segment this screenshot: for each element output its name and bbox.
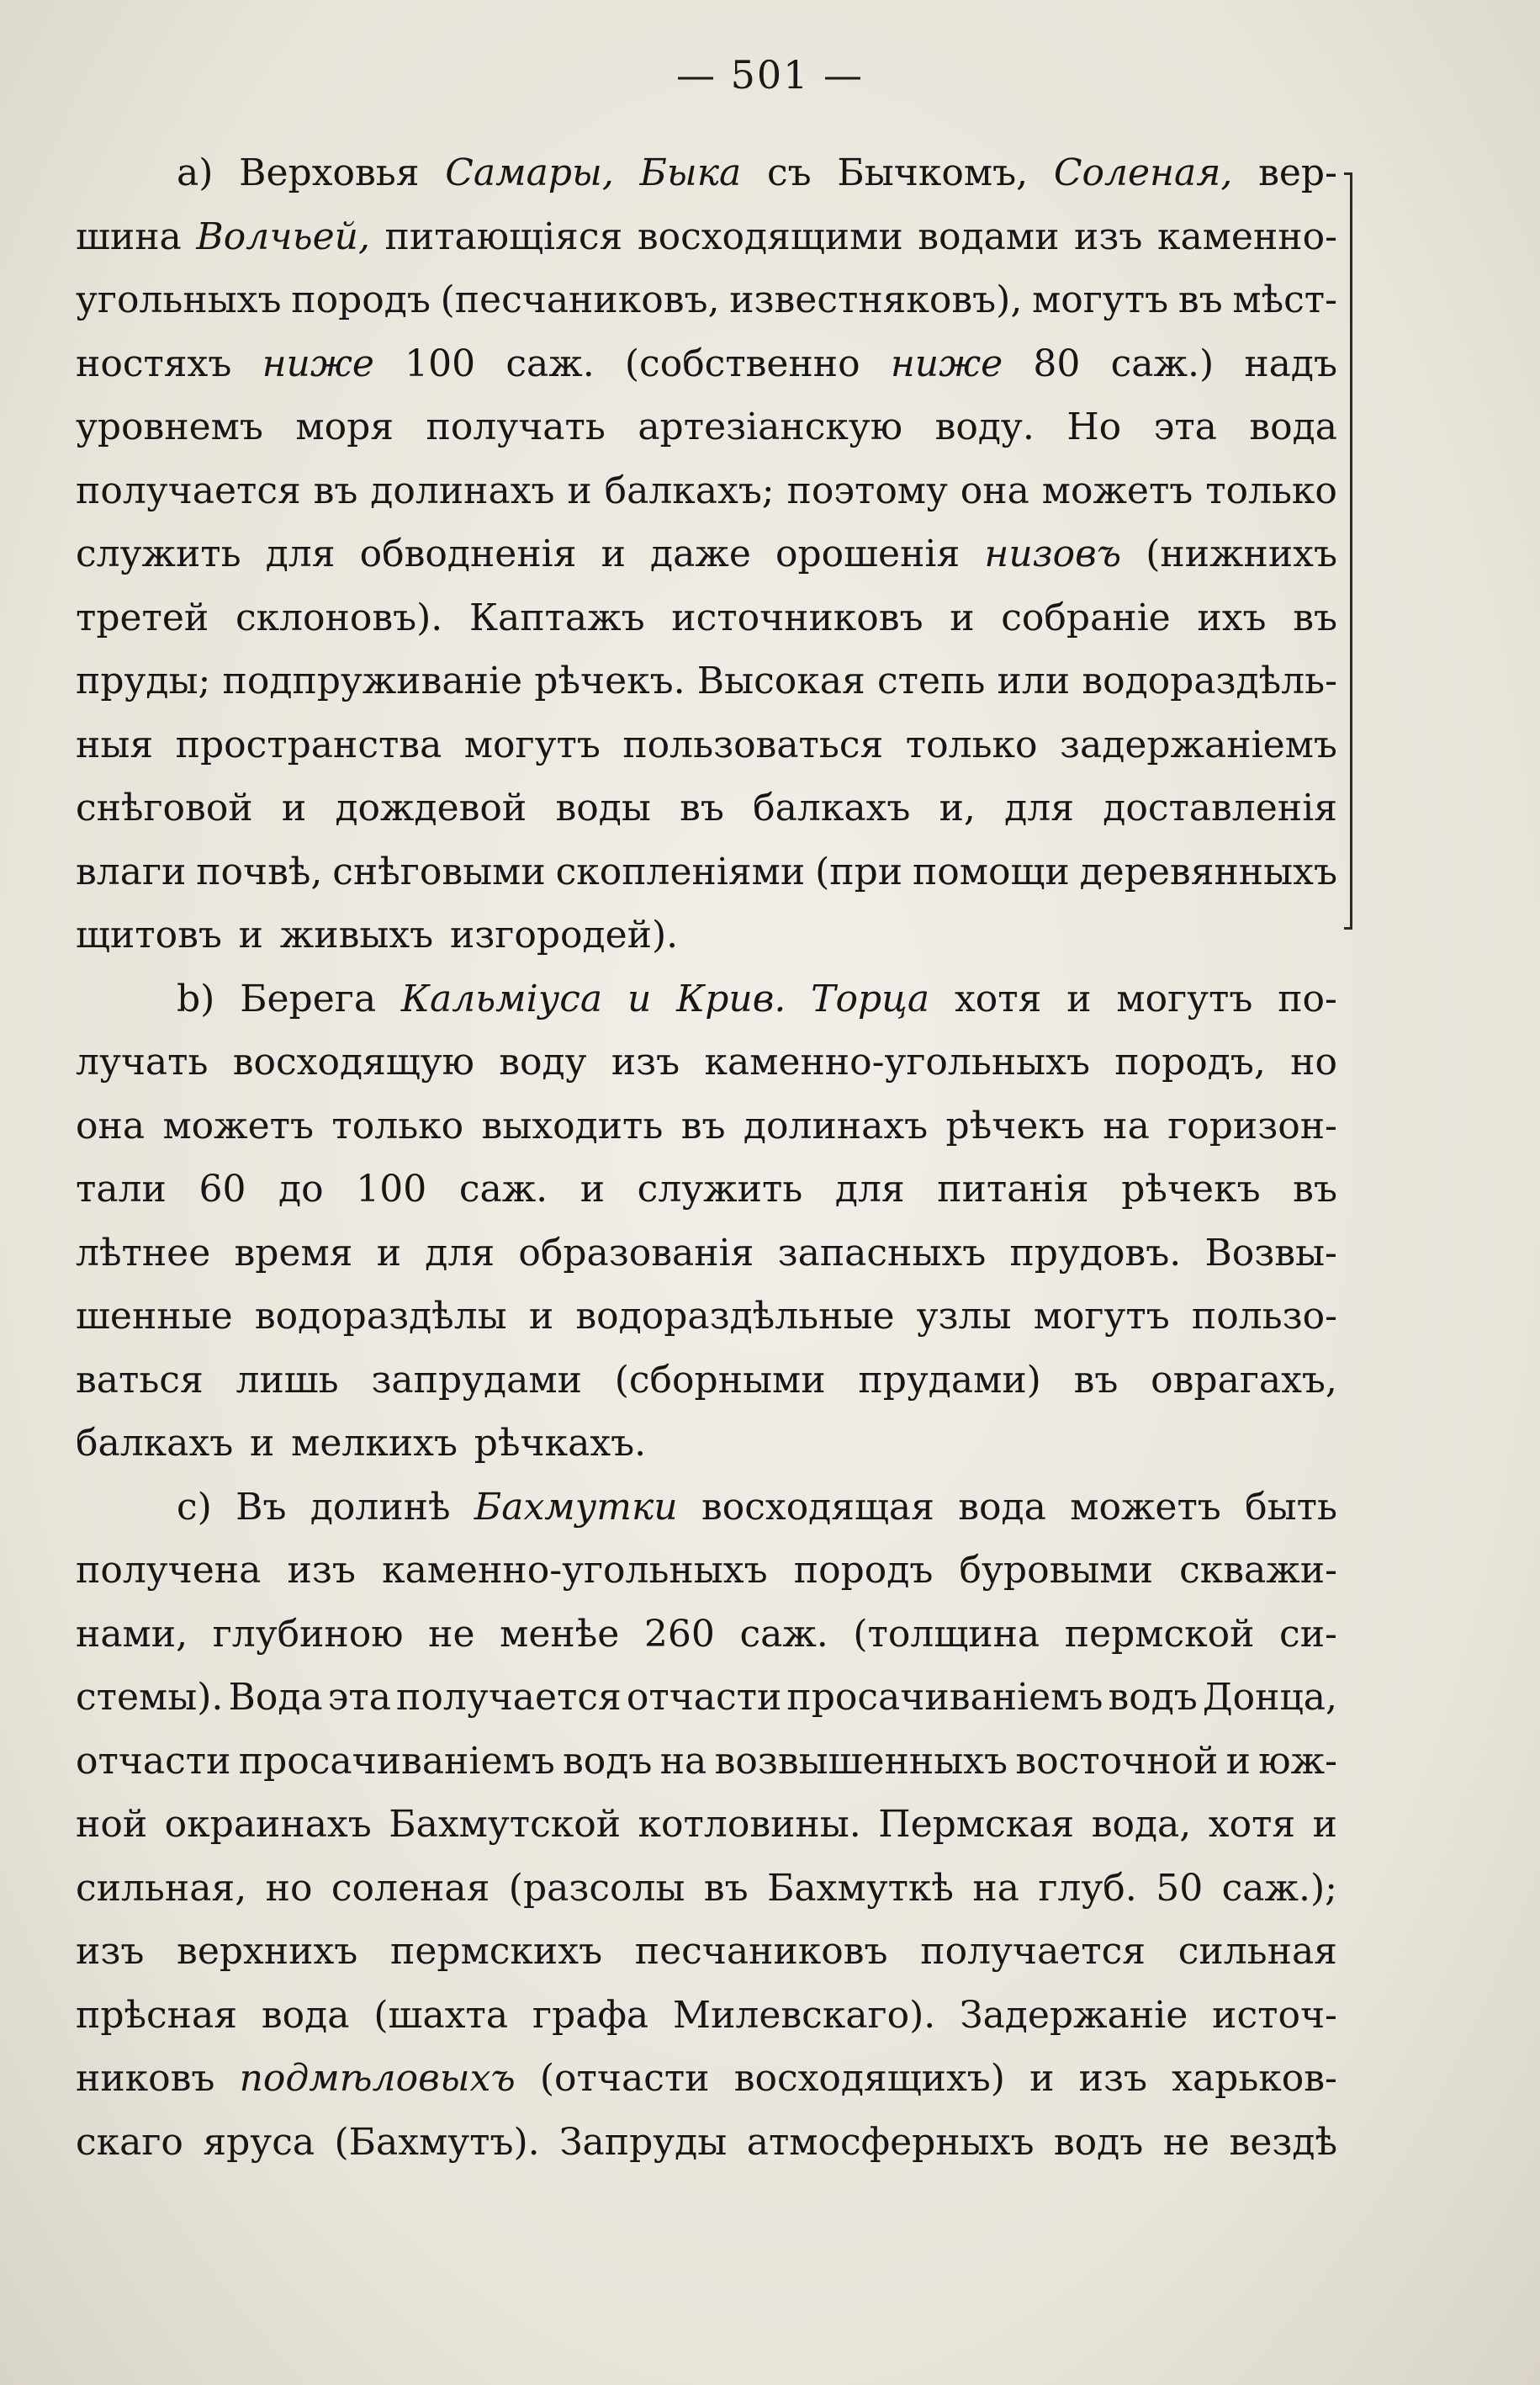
word: тали xyxy=(76,1168,167,1211)
word: водъ xyxy=(1108,1676,1198,1719)
text-line xyxy=(76,1740,1337,1799)
word: и xyxy=(281,787,307,829)
word: глуб. xyxy=(1038,1866,1137,1910)
word: она xyxy=(76,1104,146,1147)
word: саж. xyxy=(505,342,595,385)
text-line xyxy=(76,278,1337,337)
word: Быка xyxy=(639,151,742,194)
word: рѣчекъ xyxy=(1121,1168,1261,1211)
word: поэтому xyxy=(786,469,948,512)
word: нами, xyxy=(76,1612,188,1656)
word: и xyxy=(1312,1803,1337,1846)
word: получается xyxy=(920,1930,1146,1973)
word: соленая xyxy=(331,1866,490,1910)
word: угольныхъ xyxy=(76,278,282,321)
word: вода xyxy=(958,1485,1046,1529)
text-line xyxy=(76,1041,1337,1100)
word: Запруды xyxy=(559,2120,728,2164)
word: до xyxy=(278,1168,324,1211)
text-line xyxy=(76,1549,1337,1608)
word: и xyxy=(376,1231,402,1275)
word: время xyxy=(234,1231,353,1275)
word: и xyxy=(1225,1739,1251,1783)
word: долинахъ xyxy=(743,1104,929,1147)
word: водъ xyxy=(563,1739,653,1783)
word: изъ xyxy=(611,1041,680,1084)
word: атмосферныхъ xyxy=(746,2120,1035,2164)
word: возвышенныхъ xyxy=(714,1739,1008,1783)
word: Пермская xyxy=(878,1803,1075,1846)
word: 80 xyxy=(1033,342,1081,385)
word: Донца, xyxy=(1202,1676,1337,1719)
word: источ- xyxy=(1212,1993,1337,2037)
text-line xyxy=(76,2057,1337,2116)
word: для xyxy=(1004,787,1074,829)
word: узлы xyxy=(916,1295,1012,1338)
word: склоновъ). xyxy=(235,596,443,639)
word: балкахъ xyxy=(753,787,911,829)
word: уровнемъ xyxy=(76,405,263,448)
word: получается xyxy=(76,469,301,512)
word: надъ xyxy=(1244,342,1337,385)
text-line xyxy=(76,1486,1337,1545)
word: только xyxy=(331,1104,464,1147)
word: сильная xyxy=(1177,1930,1337,1973)
word: Высокая xyxy=(696,660,865,702)
word: эта xyxy=(1153,405,1217,448)
word: лишь xyxy=(235,1358,339,1402)
word: могутъ xyxy=(1116,977,1253,1020)
word: прудами) xyxy=(858,1358,1041,1402)
word: сильная, xyxy=(76,1866,247,1910)
word: изъ xyxy=(1074,215,1143,258)
word: ваться xyxy=(76,1358,204,1402)
word: просачиваніемъ xyxy=(238,1739,555,1783)
word: и xyxy=(1066,977,1092,1020)
text-line xyxy=(76,215,1337,274)
word: си- xyxy=(1279,1612,1337,1656)
word: ностяхъ xyxy=(76,342,232,385)
word: хотя xyxy=(954,977,1042,1020)
word: Самары, xyxy=(445,151,614,194)
word: и xyxy=(567,469,592,512)
word: 50 xyxy=(1156,1866,1204,1910)
word: Бахмутки xyxy=(474,1485,678,1529)
word: эта xyxy=(327,1676,391,1719)
word: и, xyxy=(939,787,976,829)
word: степь xyxy=(876,660,986,702)
word: моря xyxy=(295,405,394,448)
word: вода, xyxy=(1091,1803,1192,1846)
word: мѣст- xyxy=(1232,278,1337,321)
word: питающіяся xyxy=(384,215,623,258)
word: запасныхъ xyxy=(777,1231,987,1275)
word: источниковъ xyxy=(671,596,923,639)
word: только xyxy=(1205,469,1337,512)
word: рѣчекъ xyxy=(945,1104,1085,1147)
word: водораздѣльные xyxy=(575,1295,895,1338)
word: a) xyxy=(177,151,214,194)
word: шенные xyxy=(76,1295,233,1338)
text-line xyxy=(76,1168,1337,1227)
word: восходящая xyxy=(701,1485,934,1529)
word: выходить xyxy=(481,1104,664,1147)
word: на xyxy=(1103,1104,1150,1147)
word: и xyxy=(627,977,652,1020)
margin-bracket-mark xyxy=(1340,172,1352,930)
word: на xyxy=(659,1739,707,1783)
word: низовъ xyxy=(984,533,1122,575)
text-line xyxy=(76,405,1337,464)
word: снѣговой xyxy=(76,787,253,829)
word: вер- xyxy=(1258,151,1337,194)
word: восходящую xyxy=(232,1041,474,1084)
word: b) xyxy=(177,977,215,1020)
text-line xyxy=(76,1930,1337,1989)
word: не xyxy=(428,1612,475,1656)
word: въ xyxy=(703,1866,749,1910)
word: верхнихъ xyxy=(177,1930,358,1973)
word: по- xyxy=(1278,977,1337,1020)
word: прѣсная xyxy=(76,1993,237,2037)
word: балкахъ; xyxy=(604,469,775,512)
word: Бахмутской xyxy=(389,1803,622,1846)
word: отчасти xyxy=(76,1739,231,1783)
word: c) xyxy=(177,1485,212,1529)
word: воду. xyxy=(934,405,1035,448)
word: въ xyxy=(1293,1168,1337,1211)
word: песчаниковъ xyxy=(634,1930,888,1973)
word: каменно-угольныхъ xyxy=(704,1041,1090,1084)
word: ниже xyxy=(890,342,1003,385)
word: въ xyxy=(680,1104,726,1147)
word: получается xyxy=(396,1676,622,1719)
word: только xyxy=(905,723,1038,766)
word: ихъ xyxy=(1197,596,1267,639)
word: (нижнихъ xyxy=(1146,533,1337,575)
text-line xyxy=(76,1676,1337,1735)
word: дождевой xyxy=(335,787,527,829)
word: Кальміуса xyxy=(400,977,603,1020)
word: (шахта xyxy=(373,1993,509,2037)
word: задержаніемъ xyxy=(1060,723,1337,766)
word: можетъ xyxy=(1041,469,1193,512)
word: питанія xyxy=(937,1168,1089,1211)
word: но xyxy=(265,1866,313,1910)
word: получать xyxy=(426,405,606,448)
word: Соленая, xyxy=(1053,151,1233,194)
word: пермской xyxy=(1064,1612,1255,1656)
word: породъ xyxy=(291,278,431,321)
text-line xyxy=(76,533,1337,591)
word: въ xyxy=(680,787,724,829)
word: водораздѣль- xyxy=(1082,660,1337,702)
word: въ xyxy=(1293,596,1337,639)
text-line xyxy=(76,1422,1337,1481)
page-number: — 501 — xyxy=(675,52,865,98)
word: пруды; xyxy=(76,660,211,702)
word: вода xyxy=(261,1993,350,2037)
word: каменно-угольныхъ xyxy=(382,1549,768,1592)
word: и xyxy=(250,1422,275,1465)
word: изъ xyxy=(76,1930,145,1973)
word: Вода xyxy=(228,1676,323,1719)
word: просачиваніемъ xyxy=(786,1676,1103,1719)
word: щитовъ xyxy=(76,914,222,957)
word: не xyxy=(1162,2120,1210,2164)
word: изъ xyxy=(287,1549,356,1592)
word: известняковъ), xyxy=(729,278,1023,321)
text-line xyxy=(76,596,1337,655)
word: на xyxy=(972,1866,1019,1910)
word: восходящими xyxy=(637,215,903,258)
text-line xyxy=(76,151,1337,210)
word: и xyxy=(579,1168,606,1211)
word: и xyxy=(238,914,263,957)
word: для xyxy=(834,1168,905,1211)
word: долинахъ xyxy=(370,469,555,512)
word: 100 xyxy=(356,1168,427,1211)
word: подпруживаніе xyxy=(222,660,523,702)
word: можетъ xyxy=(1070,1485,1221,1529)
word: котловины. xyxy=(638,1803,861,1846)
word: породъ, xyxy=(1114,1041,1266,1084)
text-line xyxy=(76,469,1337,528)
text-line xyxy=(76,1295,1337,1354)
word: рѣчекъ. xyxy=(534,660,685,702)
text-line xyxy=(76,1994,1337,2053)
word: юж- xyxy=(1258,1739,1337,1783)
text-line xyxy=(76,342,1337,401)
word: пермскихъ xyxy=(390,1930,603,1973)
word: могутъ xyxy=(1033,1295,1170,1338)
word: могутъ xyxy=(1032,278,1169,321)
word: окраинахъ xyxy=(164,1803,372,1846)
word: для xyxy=(265,533,336,575)
word: и xyxy=(528,1295,554,1338)
word: съ xyxy=(767,151,812,194)
word: Бахмуткѣ xyxy=(767,1866,954,1910)
word: она xyxy=(960,469,1029,512)
word: въ xyxy=(313,469,358,512)
word: породъ xyxy=(793,1549,934,1592)
word: яруса xyxy=(203,2120,315,2164)
word: каменно- xyxy=(1156,215,1337,258)
word: могутъ xyxy=(463,723,601,766)
word: воды xyxy=(555,787,651,829)
word: (при xyxy=(815,850,903,893)
word: живыхъ xyxy=(279,914,434,957)
text-line xyxy=(76,723,1337,782)
word: Торца xyxy=(811,977,930,1020)
word: Но xyxy=(1066,405,1122,448)
word: или xyxy=(997,660,1071,702)
word: хотя xyxy=(1208,1803,1296,1846)
word: водъ xyxy=(1053,2120,1144,2164)
word: графа xyxy=(532,1993,649,2037)
word: (сборными xyxy=(614,1358,826,1402)
word: можетъ xyxy=(162,1104,315,1147)
word: скважи- xyxy=(1179,1549,1337,1592)
word: саж. xyxy=(458,1168,548,1211)
word: шина xyxy=(76,215,182,258)
word: скаго xyxy=(76,2120,183,2164)
word: саж.); xyxy=(1221,1866,1337,1910)
word: подмѣловыхъ xyxy=(239,2057,516,2100)
word: почвѣ, xyxy=(196,850,323,893)
word: стемы). xyxy=(76,1676,224,1719)
word: мелкихъ xyxy=(291,1422,458,1465)
word: и xyxy=(601,533,626,575)
word: (Бахмутъ). xyxy=(334,2120,540,2164)
word: саж. xyxy=(739,1612,828,1656)
word: Каптажъ xyxy=(468,596,645,639)
word: въ xyxy=(1177,278,1223,321)
word: водами xyxy=(918,215,1060,258)
word: образованія xyxy=(518,1231,754,1275)
word: деревянныхъ xyxy=(1079,850,1337,893)
word: буровыми xyxy=(959,1549,1153,1592)
word: лѣтнее xyxy=(76,1231,211,1275)
word: рѣчкахъ. xyxy=(474,1422,647,1465)
word: лучать xyxy=(76,1041,209,1084)
word: Волчьей, xyxy=(196,215,370,258)
text-line xyxy=(76,1232,1337,1291)
word: оврагахъ, xyxy=(1151,1358,1337,1402)
word: менѣе xyxy=(500,1612,620,1656)
word: 60 xyxy=(198,1168,246,1211)
word: балкахъ xyxy=(76,1422,234,1465)
word: отчасти xyxy=(626,1676,782,1719)
word: служить xyxy=(76,533,241,575)
word: ниже xyxy=(262,342,374,385)
text-line xyxy=(76,660,1337,718)
word: Задержаніе xyxy=(960,1993,1188,2037)
word: но xyxy=(1290,1041,1337,1084)
word: Берега xyxy=(240,977,377,1020)
word: Бычкомъ, xyxy=(837,151,1029,194)
word: ной xyxy=(76,1803,148,1846)
word: (толщина xyxy=(853,1612,1040,1656)
text-line xyxy=(76,914,1337,973)
text-line xyxy=(76,787,1337,845)
word: Верховья xyxy=(239,151,420,194)
word: третей xyxy=(76,596,209,639)
word: изгородей). xyxy=(449,914,679,957)
word: обводненія xyxy=(359,533,577,575)
word: собраніе xyxy=(1001,596,1171,639)
word: прудовъ. xyxy=(1009,1231,1182,1275)
text-line xyxy=(76,2121,1337,2180)
word: воду xyxy=(499,1041,587,1084)
word: пользоваться xyxy=(622,723,884,766)
word: пользо- xyxy=(1191,1295,1337,1338)
word: вездѣ xyxy=(1229,2120,1337,2164)
word: восточной xyxy=(1015,1739,1219,1783)
word: въ xyxy=(1073,1358,1119,1402)
word: доставленія xyxy=(1103,787,1337,829)
word: и xyxy=(1029,2057,1055,2100)
word: глубиною xyxy=(212,1612,404,1656)
word: (отчасти xyxy=(539,2057,710,2100)
word: для xyxy=(425,1231,495,1275)
word: служить xyxy=(637,1168,803,1211)
word: ныя xyxy=(76,723,154,766)
word: получена xyxy=(76,1549,262,1592)
word: Возвы- xyxy=(1204,1231,1337,1275)
word: артезіанскую xyxy=(638,405,903,448)
word: горизон- xyxy=(1167,1104,1337,1147)
text-line xyxy=(76,1613,1337,1672)
word: помощи xyxy=(912,850,1070,893)
word: харьков- xyxy=(1172,2057,1337,2100)
word: (собственно xyxy=(624,342,860,385)
word: долинѣ xyxy=(310,1485,451,1529)
text-line xyxy=(76,1803,1337,1862)
word: 100 xyxy=(405,342,476,385)
word: снѣговыми xyxy=(332,850,546,893)
word: вода xyxy=(1249,405,1337,448)
word: 260 xyxy=(643,1612,715,1656)
word: и xyxy=(950,596,975,639)
word: изъ xyxy=(1078,2057,1147,2100)
word: скопленіями xyxy=(555,850,806,893)
word: водораздѣлы xyxy=(254,1295,507,1338)
word: Крив. xyxy=(676,977,786,1020)
word: Въ xyxy=(235,1485,287,1529)
word: орошенія xyxy=(775,533,961,575)
word: никовъ xyxy=(76,2057,215,2100)
text-line xyxy=(76,851,1337,909)
word: пространства xyxy=(175,723,442,766)
word: даже xyxy=(650,533,751,575)
word: влаги xyxy=(76,850,187,893)
text-line xyxy=(76,1105,1337,1163)
word: быть xyxy=(1245,1485,1337,1529)
word: Милевскаго). xyxy=(673,1993,936,2037)
word: (разсолы xyxy=(508,1866,685,1910)
word: (песчаниковъ, xyxy=(440,278,720,321)
word: саж.) xyxy=(1110,342,1215,385)
text-line xyxy=(76,978,1337,1036)
text-line xyxy=(76,1359,1337,1418)
word: восходящихъ) xyxy=(733,2057,1005,2100)
text-line xyxy=(76,1867,1337,1926)
word: запрудами xyxy=(371,1358,582,1402)
